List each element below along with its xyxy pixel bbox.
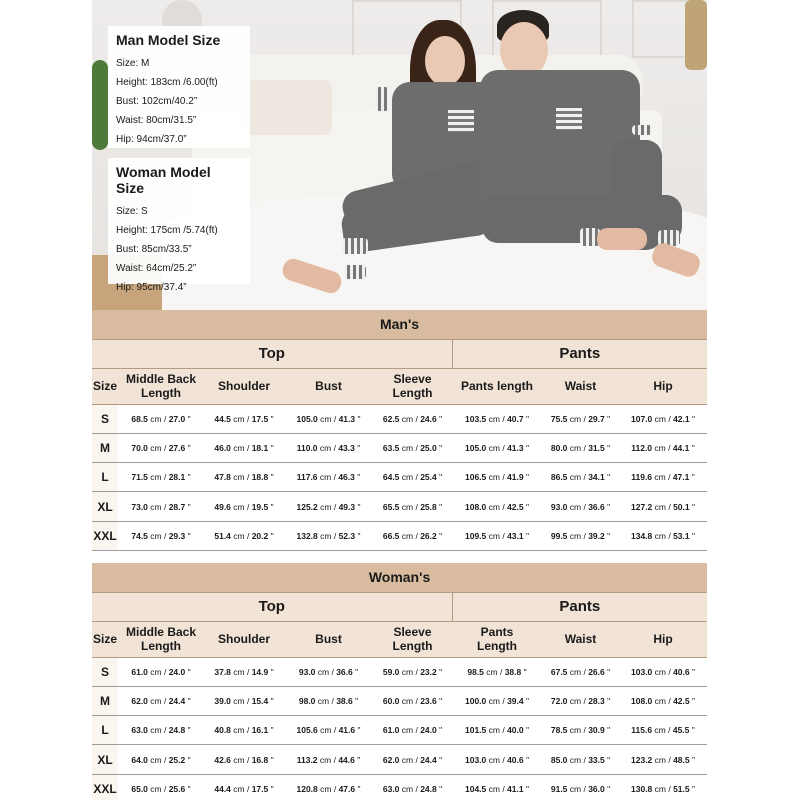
table-row [92,404,707,433]
measurement-cell: 37.8 cm / 14.9 " [204,657,284,686]
measurement-cell: 60.0 cm / 23.6 " [373,686,452,715]
men-column-header: Size [92,368,118,404]
woman-model-bust: Bust: 85cm/33.5” [116,244,192,255]
table-row [92,433,707,462]
measurement-cell: 61.0 cm / 24.0 " [118,657,204,686]
size-cell: M [92,686,118,715]
table-row [92,463,707,492]
measurement-cell: 62.0 cm / 24.4 " [118,686,204,715]
measurement-cell: 78.5 cm / 30.9 " [542,716,619,745]
measurement-cell: 62.5 cm / 24.6 " [373,404,452,433]
measurement-cell: 101.5 cm / 40.0 " [452,716,542,745]
measurement-cell: 123.2 cm / 48.5 " [619,745,707,774]
woman-model-hip: Hip: 95cm/37.4” [116,282,187,293]
measurement-cell: 103.0 cm / 40.6 " [452,745,542,774]
table-row [92,657,707,686]
measurement-cell: 44.5 cm / 17.5 " [204,404,284,433]
size-cell: XXL [92,521,118,550]
measurement-cell: 100.0 cm / 39.4 " [452,686,542,715]
measurement-cell: 59.0 cm / 23.2 " [373,657,452,686]
measurement-cell: 64.0 cm / 25.2 " [118,745,204,774]
wall-panel [632,0,692,58]
man-model-waist: Waist: 80cm/31.5” [116,115,197,126]
size-cell: M [92,433,118,462]
dried-plant [685,0,707,70]
measurement-cell: 49.6 cm / 19.5 " [204,492,284,521]
measurement-cell: 107.0 cm / 42.1 " [619,404,707,433]
plant [92,60,108,150]
measurement-cell: 47.8 cm / 18.8 " [204,463,284,492]
measurement-cell: 105.0 cm / 41.3 " [452,433,542,462]
table-row [92,774,707,800]
man-model-size: Size: M [116,58,150,69]
measurement-cell: 73.0 cm / 28.7 " [118,492,204,521]
women-pants-label: Pants [452,592,707,621]
measurement-cell: 63.0 cm / 24.8 " [118,716,204,745]
measurement-cell: 85.0 cm / 33.5 " [542,745,619,774]
measurement-cell: 62.0 cm / 24.4 " [373,745,452,774]
measurement-cell: 108.0 cm / 42.5 " [452,492,542,521]
measurement-cell: 106.5 cm / 41.9 " [452,463,542,492]
men-table-title: Man's [92,310,707,339]
women-column-header: Shoulder [204,621,284,657]
measurement-cell: 120.8 cm / 47.6 " [284,774,373,800]
men-column-header: Sleeve Length [373,368,452,404]
measurement-cell: 44.4 cm / 17.5 " [204,774,284,800]
measurement-cell: 65.5 cm / 25.8 " [373,492,452,521]
measurement-cell: 46.0 cm / 18.1 " [204,433,284,462]
measurement-cell: 63.5 cm / 25.0 " [373,433,452,462]
measurement-cell: 105.0 cm / 41.3 " [284,404,373,433]
measurement-cell: 115.6 cm / 45.5 " [619,716,707,745]
measurement-cell: 65.0 cm / 25.6 " [118,774,204,800]
measurement-cell: 64.5 cm / 25.4 " [373,463,452,492]
men-size-table [92,310,707,551]
size-cell: XL [92,492,118,521]
sofa-cushion [242,80,332,135]
measurement-cell: 80.0 cm / 31.5 " [542,433,619,462]
women-column-header: Middle Back Length [118,621,204,657]
measurement-cell: 75.5 cm / 29.7 " [542,404,619,433]
woman-model-title: Woman Model Size [116,164,211,196]
women-column-header: Hip [619,621,707,657]
men-column-header: Hip [619,368,707,404]
measurement-cell: 98.0 cm / 38.6 " [284,686,373,715]
size-cell: S [92,404,118,433]
women-column-header: Waist [542,621,619,657]
women-top-label: Top [92,592,452,621]
man-model-hip: Hip: 94cm/37.0” [116,134,187,145]
measurement-cell: 63.0 cm / 24.8 " [373,774,452,800]
measurement-cell: 42.6 cm / 16.8 " [204,745,284,774]
measurement-cell: 132.8 cm / 52.3 " [284,521,373,550]
size-cell: XL [92,745,118,774]
man-model-title: Man Model Size [116,32,221,48]
measurement-cell: 86.5 cm / 34.1 " [542,463,619,492]
man-model-size-card [108,26,250,148]
measurement-cell: 98.5 cm / 38.8 " [452,657,542,686]
measurement-cell: 108.0 cm / 42.5 " [619,686,707,715]
measurement-cell: 105.6 cm / 41.6 " [284,716,373,745]
measurement-cell: 91.5 cm / 36.0 " [542,774,619,800]
measurement-cell: 110.0 cm / 43.3 " [284,433,373,462]
men-column-header: Waist [542,368,619,404]
man-model-height: Height: 183cm /6.00(ft) [116,77,218,88]
table-row [92,521,707,550]
women-column-header: Sleeve Length [373,621,452,657]
woman-model-size-card [108,158,250,293]
measurement-cell: 119.6 cm / 47.1 " [619,463,707,492]
table-row [92,492,707,521]
measurement-cell: 134.8 cm / 53.1 " [619,521,707,550]
measurement-cell: 51.4 cm / 20.2 " [204,521,284,550]
measurement-cell: 61.0 cm / 24.0 " [373,716,452,745]
measurement-cell: 39.0 cm / 15.4 " [204,686,284,715]
men-column-header: Middle Back Length [118,368,204,404]
measurement-cell: 103.0 cm / 40.6 " [619,657,707,686]
men-column-header: Bust [284,368,373,404]
woman-model-size: Size: S [116,206,148,217]
women-column-header: Bust [284,621,373,657]
measurement-cell: 68.5 cm / 27.0 " [118,404,204,433]
size-cell: XXL [92,774,118,800]
men-column-header: Shoulder [204,368,284,404]
women-column-header: Size [92,621,118,657]
measurement-cell: 70.0 cm / 27.6 " [118,433,204,462]
measurement-cell: 112.0 cm / 44.1 " [619,433,707,462]
measurement-cell: 66.5 cm / 26.2 " [373,521,452,550]
measurement-cell: 125.2 cm / 49.3 " [284,492,373,521]
measurement-cell: 127.2 cm / 50.1 " [619,492,707,521]
measurement-cell: 72.0 cm / 28.3 " [542,686,619,715]
size-cell: L [92,463,118,492]
table-row [92,745,707,774]
table-row [92,686,707,715]
measurement-cell: 99.5 cm / 39.2 " [542,521,619,550]
man-model-bust: Bust: 102cm/40.2” [116,96,198,107]
men-pants-label: Pants [452,339,707,368]
measurement-cell: 40.8 cm / 16.1 " [204,716,284,745]
men-column-header: Pants length [452,368,542,404]
woman-model-waist: Waist: 64cm/25.2” [116,263,197,274]
men-top-label: Top [92,339,452,368]
size-cell: S [92,657,118,686]
women-table-title: Woman's [92,563,707,592]
measurement-cell: 117.6 cm / 46.3 " [284,463,373,492]
measurement-cell: 109.5 cm / 43.1 " [452,521,542,550]
measurement-cell: 67.5 cm / 26.6 " [542,657,619,686]
measurement-cell: 104.5 cm / 41.1 " [452,774,542,800]
women-size-table [92,563,707,800]
measurement-cell: 93.0 cm / 36.6 " [542,492,619,521]
table-row [92,716,707,745]
measurement-cell: 103.5 cm / 40.7 " [452,404,542,433]
measurement-cell: 113.2 cm / 44.6 " [284,745,373,774]
size-cell: L [92,716,118,745]
women-column-header: Pants Length [452,621,542,657]
woman-model-height: Height: 175cm /5.74(ft) [116,225,218,236]
measurement-cell: 130.8 cm / 51.5 " [619,774,707,800]
measurement-cell: 71.5 cm / 28.1 " [118,463,204,492]
measurement-cell: 74.5 cm / 29.3 " [118,521,204,550]
measurement-cell: 93.0 cm / 36.6 " [284,657,373,686]
